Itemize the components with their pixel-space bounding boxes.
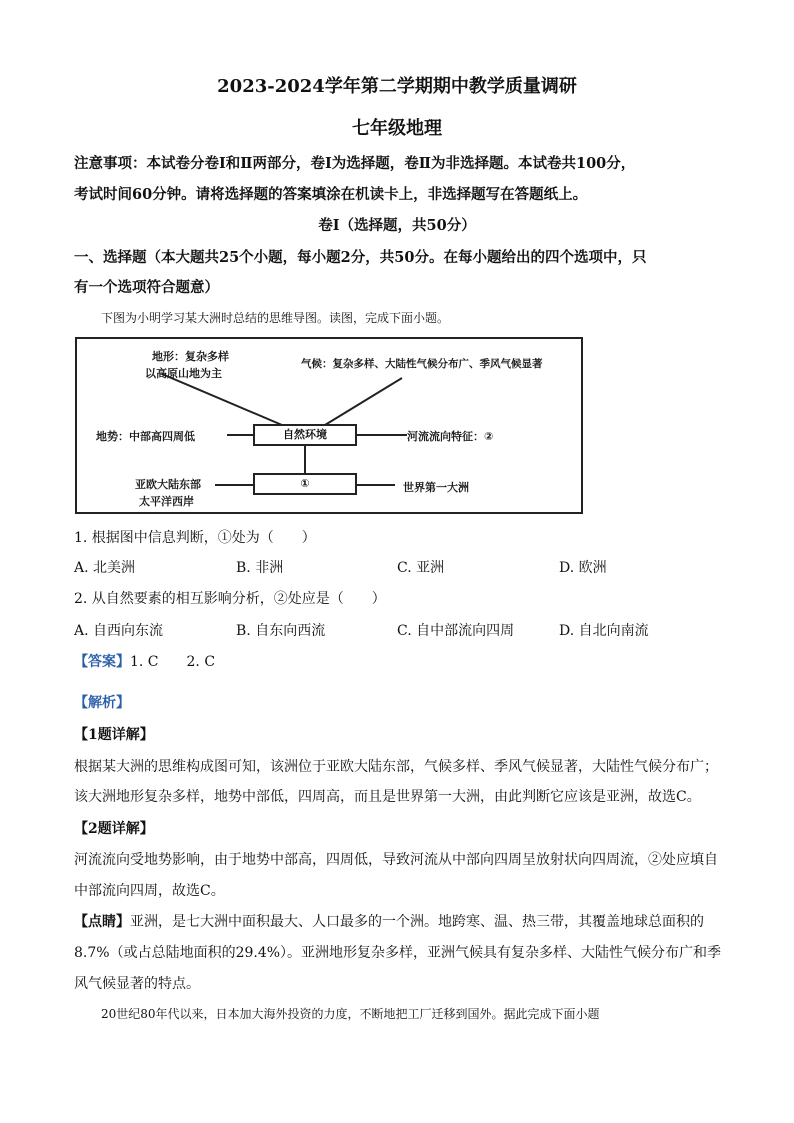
detail-1-label: 【1题详解】 xyxy=(74,727,154,743)
tip-line-2: 8.7%（或占总陆地面积的29.4%）。亚洲地形复杂多样，亚洲气候具有复杂多样、大陆性气候分布广和季 xyxy=(74,945,722,961)
tip-line-1 xyxy=(74,911,704,931)
question-1-option-d[interactable]: D. 欧洲 xyxy=(559,560,607,576)
exam-title: 2023-2024学年第二学期期中教学质量调研 xyxy=(217,76,577,97)
center-box: 自然环境 xyxy=(253,424,357,446)
unknown-continent-box: ① xyxy=(253,473,357,495)
detail-1-line-1: 根据某大洲的思维构成图可知，该洲位于亚欧大陆东部，气候多样、季风气候显著，大陆性气候分布广； xyxy=(74,759,718,775)
question-2-option-a[interactable]: A. 自西向东流 xyxy=(74,623,164,639)
answer-value: 1. C 2. C xyxy=(130,654,216,670)
detail-2-line-2: 中部流向四周，故选C。 xyxy=(74,883,225,899)
tip-label: 【点睛】 xyxy=(74,914,130,930)
detail-1-line-2: 该大洲地形复杂多样，地势中部低，四周高，而且是世界第一大洲，由此判断它应该是亚洲，故选C。 xyxy=(74,789,701,805)
location-label-1: 亚欧大陆东部 xyxy=(135,478,201,491)
question-2-option-c[interactable]: C. 自中部流向四周 xyxy=(397,623,515,639)
river-label: 河流流向特征：② xyxy=(407,430,494,443)
detail-2-label: 【2题详解】 xyxy=(74,821,154,837)
climate-label: 气候：复杂多样、大陆性气候分布广、季风气候显著 xyxy=(301,358,543,370)
question-1-option-c[interactable]: C. 亚洲 xyxy=(397,560,445,576)
exam-subtitle: 七年级地理 xyxy=(352,118,442,139)
mind-map-diagram xyxy=(75,337,583,514)
detail-2-line-1: 河流流向受地势影响，由于地势中部高，四周低，导致河流从中部向四周呈放射状向四周流，②处应填自 xyxy=(74,852,718,868)
slope-label: 地势：中部高四周低 xyxy=(96,430,195,443)
terrain-label: 地形：复杂多样 xyxy=(152,350,229,363)
location-label-2: 太平洋西岸 xyxy=(139,495,194,508)
analysis-label: 【解析】 xyxy=(74,695,130,711)
connector-terrain xyxy=(162,374,282,425)
notice-line-1: 注意事项：本试卷分卷Ⅰ和Ⅱ两部分，卷Ⅰ为选择题，卷Ⅱ为非选择题。本试卷共100分， xyxy=(74,155,636,172)
connector-climate xyxy=(325,378,402,425)
section-heading: 卷Ⅰ（选择题，共50分） xyxy=(318,217,476,234)
tip-line-3: 风气候显著的特点。 xyxy=(74,976,200,992)
largest-label: 世界第一大洲 xyxy=(403,481,469,494)
question-1-option-a[interactable]: A. 北美洲 xyxy=(74,560,136,576)
section-instruction-2: 有一个选项符合题意） xyxy=(74,279,219,296)
question-1-stem: 1. 根据图中信息判断，①处为（ ） xyxy=(74,530,316,546)
notice-line-2: 考试时间60分钟。请将选择题的答案填涂在机读卡上，非选择题写在答题纸上。 xyxy=(74,186,588,203)
diagram-intro: 下图为小明学习某大洲时总结的思维导图。读图，完成下面小题。 xyxy=(101,311,450,325)
terrain-label-2: 以高原山地为主 xyxy=(145,367,222,380)
answer-label: 【答案】 xyxy=(74,654,130,670)
answer-line xyxy=(74,651,215,671)
question-1-option-b[interactable]: B. 非洲 xyxy=(236,560,284,576)
next-passage-intro: 20世纪80年代以来，日本加大海外投资的力度，不断地把工厂迁移到国外。据此完成下面小题 xyxy=(101,1007,600,1021)
question-2-option-b[interactable]: B. 自东向西流 xyxy=(236,623,326,639)
tip-text-1: 亚洲，是七大洲中面积最大、人口最多的一个洲。地跨寒、温、热三带，其覆盖地球总面积的 xyxy=(130,914,704,930)
question-2-stem: 2. 从自然要素的相互影响分析，②处应是（ ） xyxy=(74,591,386,607)
question-2-option-d[interactable]: D. 自北向南流 xyxy=(559,623,649,639)
section-instruction-1: 一、选择题（本大题共25个小题，每小题2分，共50分。在每小题给出的四个选项中，只 xyxy=(74,249,647,266)
